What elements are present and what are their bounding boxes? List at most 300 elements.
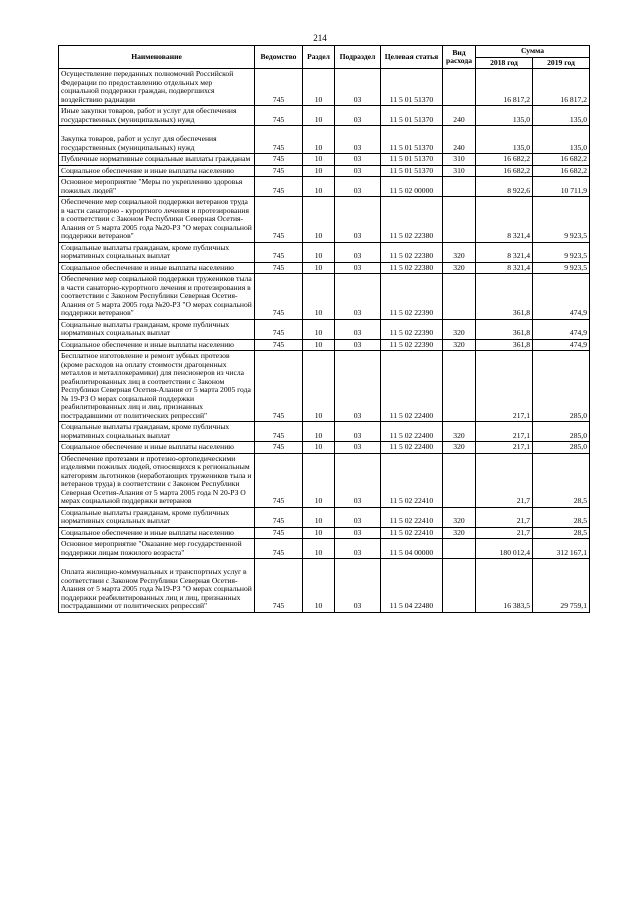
- cell-text: 16 682,2: [560, 154, 587, 163]
- row-dept-cell: [255, 422, 303, 442]
- header-subsection: Подраздел: [335, 46, 381, 69]
- row-2019-cell: [533, 242, 590, 262]
- cell-text: 11 5 01 51370: [389, 142, 434, 152]
- row-section-cell: [303, 351, 335, 422]
- cell-text: 745: [272, 339, 285, 349]
- row-name-cell: [59, 319, 255, 339]
- cell-text: 11 5 04 22480: [389, 601, 434, 610]
- cell-text: 745: [272, 308, 285, 317]
- cell-text: 10 711,9: [560, 185, 587, 195]
- cell-text: 745: [272, 251, 285, 260]
- cell-text: 10: [314, 114, 323, 124]
- row-name-cell: [59, 154, 255, 166]
- cell-text: 10: [314, 251, 323, 260]
- cell-text: 745: [272, 430, 285, 440]
- row-section-cell: [303, 197, 335, 243]
- cell-text: 312 167,1: [556, 547, 587, 557]
- cell-text: 745: [272, 547, 285, 557]
- row-name-cell: [59, 262, 255, 274]
- cell-text: 03: [353, 251, 362, 260]
- cell-text: 11 5 04 00000: [389, 547, 434, 557]
- row-section-cell: [303, 165, 335, 177]
- cell-text: 135,0: [569, 142, 587, 152]
- cell-text: 135,0: [512, 142, 530, 152]
- row-subsection-cell: [335, 165, 381, 177]
- table-row: [59, 422, 590, 442]
- cell-text: Социальные выплаты гражданам, кроме публичных нормативных социальных выплат: [61, 242, 230, 260]
- row-target-cell: [381, 274, 443, 320]
- row-2019-cell: [533, 126, 590, 154]
- cell-text: 745: [272, 601, 285, 610]
- cell-text: 03: [353, 339, 362, 349]
- cell-text: 361,8: [512, 328, 530, 337]
- row-2018-cell: [476, 242, 533, 262]
- cell-text: 474,9: [569, 308, 587, 317]
- row-2019-cell: [533, 559, 590, 613]
- row-2019-cell: [533, 262, 590, 274]
- row-section-cell: [303, 422, 335, 442]
- row-type-cell: [443, 274, 476, 320]
- row-name-cell: [59, 442, 255, 454]
- cell-text: Закупка товаров, работ и услуг для обеспечения государственных (муниципальных) нужд: [61, 134, 217, 152]
- row-2019-cell: [533, 453, 590, 507]
- row-dept-cell: [255, 126, 303, 154]
- cell-text: 11 5 01 51370: [389, 114, 434, 124]
- cell-text: 11 5 02 22390: [389, 328, 434, 337]
- cell-text: 16 383,5: [503, 601, 530, 610]
- header-sum: Сумма: [476, 46, 590, 58]
- table-row: [59, 559, 590, 613]
- cell-text: Социальные выплаты гражданам, кроме публичных нормативных социальных выплат: [61, 507, 230, 525]
- cell-text: Социальное обеспечение и иные выплаты населению: [61, 165, 234, 175]
- row-subsection-cell: [335, 126, 381, 154]
- cell-text: 745: [272, 516, 285, 525]
- table-row: [59, 339, 590, 351]
- row-target-cell: [381, 422, 443, 442]
- cell-text: 16 682,2: [503, 154, 530, 163]
- cell-text: 285,0: [569, 410, 587, 420]
- row-name-cell: [59, 126, 255, 154]
- row-dept-cell: [255, 453, 303, 507]
- cell-text: 320: [453, 339, 465, 349]
- header-dept: Ведомство: [255, 46, 303, 69]
- row-2019-cell: [533, 177, 590, 197]
- cell-text: 8 321,4: [507, 262, 530, 272]
- cell-text: 03: [353, 527, 362, 537]
- row-subsection-cell: [335, 339, 381, 351]
- row-2019-cell: [533, 442, 590, 454]
- row-subsection-cell: [335, 507, 381, 527]
- row-subsection-cell: [335, 539, 381, 559]
- row-target-cell: [381, 453, 443, 507]
- header-2018: 2018 год: [476, 57, 533, 69]
- row-2018-cell: [476, 154, 533, 166]
- row-name-cell: [59, 165, 255, 177]
- table-row: [59, 453, 590, 507]
- row-section-cell: [303, 69, 335, 106]
- cell-text: 03: [353, 231, 362, 240]
- row-target-cell: [381, 154, 443, 166]
- header-expense-type: Вид расхода: [443, 46, 476, 69]
- row-dept-cell: [255, 559, 303, 613]
- table-row: [59, 165, 590, 177]
- cell-text: 320: [453, 328, 465, 337]
- row-name-cell: [59, 453, 255, 507]
- cell-text: 11 5 01 51370: [389, 94, 434, 104]
- cell-text: 320: [453, 262, 465, 272]
- row-target-cell: [381, 262, 443, 274]
- cell-text: 10: [314, 165, 323, 175]
- row-section-cell: [303, 507, 335, 527]
- row-2018-cell: [476, 507, 533, 527]
- cell-text: 8 321,4: [507, 231, 530, 240]
- row-section-cell: [303, 242, 335, 262]
- row-2019-cell: [533, 339, 590, 351]
- cell-text: 16 682,2: [560, 165, 587, 175]
- row-name-cell: [59, 106, 255, 126]
- row-2018-cell: [476, 177, 533, 197]
- row-name-cell: [59, 274, 255, 320]
- row-target-cell: [381, 177, 443, 197]
- cell-text: 217,1: [512, 430, 530, 440]
- row-target-cell: [381, 165, 443, 177]
- row-2018-cell: [476, 319, 533, 339]
- cell-text: 03: [353, 114, 362, 124]
- row-2019-cell: [533, 154, 590, 166]
- cell-text: 9 923,5: [564, 231, 587, 240]
- row-target-cell: [381, 126, 443, 154]
- row-2018-cell: [476, 422, 533, 442]
- cell-text: Социальные выплаты гражданам, кроме публичных нормативных социальных выплат: [61, 319, 230, 337]
- cell-text: Публичные нормативные социальные выплаты гражданам: [61, 154, 251, 163]
- cell-text: 10: [314, 601, 323, 610]
- cell-text: 03: [353, 308, 362, 317]
- cell-text: 8 321,4: [507, 251, 530, 260]
- cell-text: 28,5: [573, 496, 587, 505]
- cell-text: 10: [314, 231, 323, 240]
- cell-text: 135,0: [569, 114, 587, 124]
- row-section-cell: [303, 453, 335, 507]
- cell-text: 10: [314, 527, 323, 537]
- cell-text: 745: [272, 231, 285, 240]
- header-2019: 2019 год: [533, 57, 590, 69]
- row-target-cell: [381, 539, 443, 559]
- row-section-cell: [303, 539, 335, 559]
- row-target-cell: [381, 351, 443, 422]
- budget-table: [58, 45, 590, 613]
- cell-text: 03: [353, 165, 362, 175]
- row-target-cell: [381, 339, 443, 351]
- cell-text: 10: [314, 154, 323, 163]
- cell-text: 11 5 02 22400: [389, 430, 434, 440]
- cell-text: 28,5: [573, 516, 587, 525]
- cell-text: 745: [272, 165, 285, 175]
- row-dept-cell: [255, 69, 303, 106]
- cell-text: 03: [353, 496, 362, 505]
- cell-text: 03: [353, 154, 362, 163]
- row-2018-cell: [476, 539, 533, 559]
- cell-text: 11 5 02 22410: [389, 516, 434, 525]
- cell-text: 10: [314, 339, 323, 349]
- row-2019-cell: [533, 319, 590, 339]
- row-section-cell: [303, 319, 335, 339]
- row-dept-cell: [255, 274, 303, 320]
- row-2018-cell: [476, 165, 533, 177]
- cell-text: 28,5: [573, 527, 587, 537]
- row-dept-cell: [255, 106, 303, 126]
- row-2018-cell: [476, 262, 533, 274]
- cell-text: 21,7: [516, 527, 530, 537]
- table-body: [59, 69, 590, 613]
- row-name-cell: [59, 242, 255, 262]
- cell-text: 10: [314, 262, 323, 272]
- row-section-cell: [303, 154, 335, 166]
- row-2019-cell: [533, 165, 590, 177]
- row-subsection-cell: [335, 177, 381, 197]
- cell-text: 9 923,5: [564, 251, 587, 260]
- cell-text: 745: [272, 442, 285, 451]
- cell-text: 16 817,2: [503, 94, 530, 104]
- row-name-cell: [59, 351, 255, 422]
- row-section-cell: [303, 274, 335, 320]
- cell-text: 285,0: [569, 442, 587, 451]
- row-2018-cell: [476, 442, 533, 454]
- row-type-cell: [443, 422, 476, 442]
- table-row: [59, 351, 590, 422]
- cell-text: 10: [314, 142, 323, 152]
- row-type-cell: [443, 69, 476, 106]
- row-dept-cell: [255, 177, 303, 197]
- cell-text: 320: [453, 430, 465, 440]
- cell-text: 10: [314, 328, 323, 337]
- cell-text: 320: [453, 516, 465, 525]
- table-row: [59, 262, 590, 274]
- row-name-cell: [59, 339, 255, 351]
- row-type-cell: [443, 154, 476, 166]
- row-2018-cell: [476, 339, 533, 351]
- row-target-cell: [381, 507, 443, 527]
- cell-text: 16 817,2: [560, 94, 587, 104]
- cell-text: 29 759,1: [560, 601, 587, 610]
- cell-text: 11 5 01 51370: [389, 165, 434, 175]
- row-type-cell: [443, 507, 476, 527]
- row-section-cell: [303, 106, 335, 126]
- row-section-cell: [303, 339, 335, 351]
- cell-text: 180 012,4: [499, 547, 530, 557]
- cell-text: 745: [272, 262, 285, 272]
- cell-text: 10: [314, 308, 323, 317]
- cell-text: 745: [272, 142, 285, 152]
- row-2019-cell: [533, 351, 590, 422]
- header-name: Наименование: [59, 46, 255, 69]
- row-target-cell: [381, 242, 443, 262]
- row-2018-cell: [476, 126, 533, 154]
- cell-text: 10: [314, 430, 323, 440]
- row-target-cell: [381, 559, 443, 613]
- table-row: [59, 507, 590, 527]
- cell-text: Бесплатное изготовление и ремонт зубных протезов (кроме расходов на оплату стоимости драгоценных металлов и металлокерамики) для пенсионеров из числа реабилитированных лиц в соответствии с Законом Республики Северная Осетия-Алания от 5 марта 2005 года № 19-РЗ О мерах социальной поддержки реабилитированных лиц и лиц, признанных пострадавшими от политических репрессий": [61, 351, 251, 420]
- cell-text: 03: [353, 94, 362, 104]
- row-type-cell: [443, 442, 476, 454]
- row-dept-cell: [255, 165, 303, 177]
- cell-text: 03: [353, 142, 362, 152]
- table-row: [59, 242, 590, 262]
- row-type-cell: [443, 339, 476, 351]
- row-subsection-cell: [335, 453, 381, 507]
- cell-text: 11 5 01 51370: [389, 154, 434, 163]
- cell-text: 745: [272, 527, 285, 537]
- row-section-cell: [303, 527, 335, 539]
- table-row: [59, 539, 590, 559]
- row-2019-cell: [533, 539, 590, 559]
- row-type-cell: [443, 527, 476, 539]
- cell-text: 03: [353, 442, 362, 451]
- cell-text: 10: [314, 94, 323, 104]
- table-row: [59, 442, 590, 454]
- row-2019-cell: [533, 274, 590, 320]
- row-subsection-cell: [335, 197, 381, 243]
- row-target-cell: [381, 197, 443, 243]
- row-subsection-cell: [335, 559, 381, 613]
- row-2018-cell: [476, 559, 533, 613]
- cell-text: 285,0: [569, 430, 587, 440]
- row-type-cell: [443, 242, 476, 262]
- cell-text: 11 5 02 22400: [389, 410, 434, 420]
- row-type-cell: [443, 126, 476, 154]
- header-section: Раздел: [303, 46, 335, 69]
- cell-text: Основное мероприятие "Меры по укреплению здоровья пожилых людей": [61, 177, 243, 195]
- row-name-cell: [59, 559, 255, 613]
- table-row: [59, 177, 590, 197]
- row-name-cell: [59, 197, 255, 243]
- row-subsection-cell: [335, 242, 381, 262]
- cell-text: 11 5 02 22400: [389, 442, 434, 451]
- cell-text: Иные закупки товаров, работ и услуг для обеспечения государственных (муниципальных) нужд: [61, 106, 237, 124]
- cell-text: 240: [453, 114, 465, 124]
- row-subsection-cell: [335, 274, 381, 320]
- table-row: [59, 69, 590, 106]
- cell-text: 11 5 02 22380: [389, 231, 434, 240]
- table-row: [59, 197, 590, 243]
- cell-text: 10: [314, 547, 323, 557]
- cell-text: 11 5 02 22380: [389, 262, 434, 272]
- table-row: [59, 126, 590, 154]
- row-name-cell: [59, 422, 255, 442]
- row-section-cell: [303, 559, 335, 613]
- row-name-cell: [59, 539, 255, 559]
- row-target-cell: [381, 69, 443, 106]
- cell-text: 135,0: [512, 114, 530, 124]
- cell-text: 10: [314, 496, 323, 505]
- cell-text: 9 923,5: [564, 262, 587, 272]
- row-type-cell: [443, 106, 476, 126]
- table-row: [59, 527, 590, 539]
- row-dept-cell: [255, 507, 303, 527]
- cell-text: 10: [314, 516, 323, 525]
- cell-text: Социальное обеспечение и иные выплаты населению: [61, 442, 234, 451]
- cell-text: 217,1: [512, 442, 530, 451]
- cell-text: 745: [272, 185, 285, 195]
- cell-text: 745: [272, 94, 285, 104]
- row-2018-cell: [476, 106, 533, 126]
- cell-text: Оплата жилищно-коммунальных и транспортных услуг в соответствии с Законом Республики Северная Осетия-Алания от 5 марта 2005 года №19-РЗ "О мерах социальной поддержки реабилитированных лиц и лиц, признанных пострадавшими от политических репрессий": [61, 567, 252, 610]
- cell-text: 11 5 02 22410: [389, 527, 434, 537]
- row-dept-cell: [255, 262, 303, 274]
- cell-text: 11 5 02 22410: [389, 496, 434, 505]
- row-subsection-cell: [335, 319, 381, 339]
- cell-text: 745: [272, 410, 285, 420]
- cell-text: Социальное обеспечение и иные выплаты населению: [61, 339, 234, 349]
- row-target-cell: [381, 442, 443, 454]
- row-target-cell: [381, 319, 443, 339]
- cell-text: 310: [453, 165, 465, 175]
- cell-text: 03: [353, 185, 362, 195]
- cell-text: 11 5 02 22390: [389, 339, 434, 349]
- cell-text: 745: [272, 154, 285, 163]
- row-name-cell: [59, 527, 255, 539]
- row-2019-cell: [533, 527, 590, 539]
- row-section-cell: [303, 126, 335, 154]
- cell-text: 03: [353, 430, 362, 440]
- row-type-cell: [443, 559, 476, 613]
- table-row: [59, 154, 590, 166]
- row-target-cell: [381, 527, 443, 539]
- cell-text: 320: [453, 251, 465, 260]
- cell-text: 03: [353, 516, 362, 525]
- cell-text: 745: [272, 496, 285, 505]
- cell-text: 745: [272, 114, 285, 124]
- row-subsection-cell: [335, 262, 381, 274]
- page-number: 214: [313, 33, 327, 43]
- header-target: Целевая статья: [381, 46, 443, 69]
- row-dept-cell: [255, 242, 303, 262]
- cell-text: 310: [453, 154, 465, 163]
- cell-text: 361,8: [512, 339, 530, 349]
- row-subsection-cell: [335, 106, 381, 126]
- cell-text: 11 5 02 22390: [389, 308, 434, 317]
- cell-text: 8 922,6: [507, 185, 530, 195]
- cell-text: 10: [314, 442, 323, 451]
- cell-text: 217,1: [512, 410, 530, 420]
- row-dept-cell: [255, 197, 303, 243]
- row-subsection-cell: [335, 422, 381, 442]
- row-name-cell: [59, 177, 255, 197]
- cell-text: 03: [353, 410, 362, 420]
- row-dept-cell: [255, 339, 303, 351]
- row-target-cell: [381, 106, 443, 126]
- row-2018-cell: [476, 453, 533, 507]
- row-2019-cell: [533, 69, 590, 106]
- row-dept-cell: [255, 539, 303, 559]
- cell-text: 16 682,2: [503, 165, 530, 175]
- row-2019-cell: [533, 197, 590, 243]
- row-section-cell: [303, 442, 335, 454]
- cell-text: Социальное обеспечение и иные выплаты населению: [61, 262, 234, 272]
- row-type-cell: [443, 165, 476, 177]
- cell-text: 361,8: [512, 308, 530, 317]
- row-2019-cell: [533, 507, 590, 527]
- cell-text: 11 5 02 22380: [389, 251, 434, 260]
- table-row: [59, 274, 590, 320]
- row-subsection-cell: [335, 351, 381, 422]
- cell-text: 03: [353, 547, 362, 557]
- row-section-cell: [303, 262, 335, 274]
- row-type-cell: [443, 351, 476, 422]
- row-type-cell: [443, 319, 476, 339]
- cell-text: 10: [314, 185, 323, 195]
- cell-text: Основное мероприятие "Оказание мер государственной поддержки лицам пожилого возраста": [61, 539, 242, 557]
- cell-text: 03: [353, 601, 362, 610]
